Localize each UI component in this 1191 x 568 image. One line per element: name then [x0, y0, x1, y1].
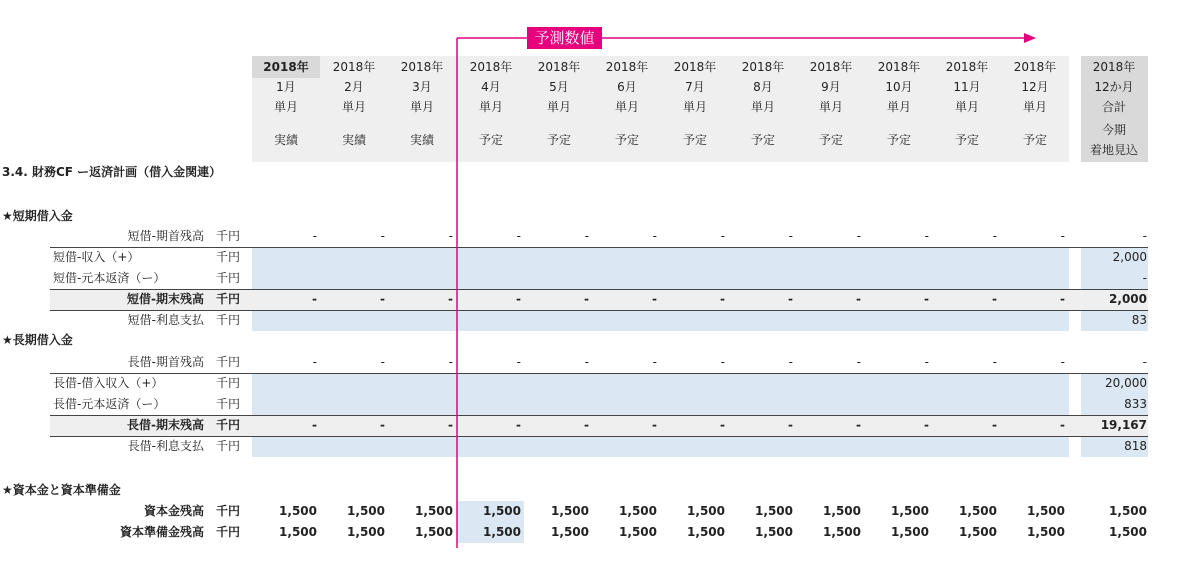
cell-value: - [312, 355, 317, 369]
group-long-term: ★長期借入金 [2, 333, 73, 347]
cell-value: - [924, 292, 929, 306]
cell-value: - [584, 229, 589, 243]
header-status: 予定 [954, 133, 979, 147]
header-year: 2018年 [332, 60, 376, 74]
header-year: 2018年 [1013, 60, 1057, 74]
header-year: 2018年 [673, 60, 717, 74]
cell-value: 1,500 [347, 504, 385, 518]
cell-value: - [720, 292, 725, 306]
header-month: 5月 [549, 80, 569, 94]
header-period: 単月 [478, 100, 503, 114]
cell-value: 1,500 [551, 504, 589, 518]
cell-total: 2,000 [1109, 292, 1147, 306]
cell-value: - [1060, 229, 1065, 243]
cell-value: - [448, 229, 453, 243]
cell-total: 19,167 [1100, 418, 1147, 432]
cell-value: - [584, 418, 589, 432]
header-status: 予定 [682, 133, 707, 147]
header-month: 3月 [412, 80, 432, 94]
cell-value: - [652, 355, 657, 369]
row-unit: 千円 [216, 525, 241, 539]
group-short-term: ★短期借入金 [2, 209, 73, 223]
total-header-status-line2: 着地見込 [1089, 143, 1138, 157]
cell-value: 1,500 [891, 504, 929, 518]
cell-value: - [448, 355, 453, 369]
header-month: 6月 [617, 80, 637, 94]
header-year: 2018年 [945, 60, 989, 74]
header-month: 9月 [821, 80, 841, 94]
header-period: 単月 [954, 100, 979, 114]
section-title: 3.4. 財務CF ー返済計画（借入金関連） [2, 165, 222, 179]
cell-value: 1,500 [415, 525, 453, 539]
cell-value: - [652, 229, 657, 243]
header-period: 単月 [546, 100, 571, 114]
row-label: 短借-利息支払 [127, 313, 204, 327]
header-period: 単月 [409, 100, 434, 114]
row-label: 短借-収入（+） [53, 250, 140, 264]
cell-value: - [924, 229, 929, 243]
cell-value: - [720, 355, 725, 369]
cell-value: 1,500 [619, 525, 657, 539]
input-band [252, 394, 1069, 415]
cell-value: - [584, 355, 589, 369]
header-year: 2018年 [877, 60, 921, 74]
header-month: 4月 [481, 80, 501, 94]
header-month: 12月 [1021, 80, 1049, 94]
header-month: 2月 [344, 80, 364, 94]
cell-value: - [720, 418, 725, 432]
header-period: 単月 [1022, 100, 1047, 114]
header-status: 予定 [886, 133, 911, 147]
header-month: 7月 [685, 80, 705, 94]
input-band [252, 436, 1069, 457]
cell-total: 83 [1131, 313, 1147, 327]
cell-value: - [516, 229, 521, 243]
header-period: 単月 [818, 100, 843, 114]
cell-value: 1,500 [347, 525, 385, 539]
row-label: 短借-期末残高 [127, 292, 204, 306]
cell-total: 1,500 [1109, 504, 1147, 518]
row-unit: 千円 [216, 504, 241, 518]
row-unit: 千円 [216, 292, 241, 306]
cell-value[interactable]: 1,500 [483, 504, 521, 518]
row-label: 長借-元本返済（ー） [53, 397, 166, 411]
cell-total: - [1142, 271, 1147, 285]
cell-value: - [924, 418, 929, 432]
cell-value: - [992, 418, 997, 432]
total-header-year: 2018年 [1092, 60, 1136, 74]
cell-value: 1,500 [823, 504, 861, 518]
row-label: 短借-期首残高 [127, 229, 204, 243]
cell-value: - [380, 292, 385, 306]
cell-total: - [1142, 229, 1147, 243]
total-header-month: 12か月 [1094, 80, 1134, 94]
cell-value: 1,500 [823, 525, 861, 539]
header-period: 単月 [682, 100, 707, 114]
cell-value: - [380, 418, 385, 432]
cell-value: - [992, 229, 997, 243]
forecast-arrow-head [1024, 33, 1036, 43]
group-capital: ★資本金と資本準備金 [2, 483, 121, 497]
header-period: 単月 [886, 100, 911, 114]
header-month: 10月 [885, 80, 913, 94]
row-label: 長借-借入収入（+） [53, 376, 164, 390]
cell-value: - [380, 229, 385, 243]
header-month: 1月 [276, 80, 296, 94]
cell-value: - [516, 418, 521, 432]
total-header-period: 合計 [1101, 100, 1126, 114]
cell-value: 1,500 [755, 525, 793, 539]
cell-value: - [380, 355, 385, 369]
header-year: 2018年 [469, 60, 513, 74]
header-status: 予定 [478, 133, 503, 147]
cell-total: - [1142, 355, 1147, 369]
header-status: 予定 [750, 133, 775, 147]
cell-value: 1,500 [755, 504, 793, 518]
cell-value: 1,500 [279, 525, 317, 539]
row-separator [50, 436, 1148, 437]
header-month: 8月 [753, 80, 773, 94]
cell-value: 1,500 [551, 525, 589, 539]
row-unit: 千円 [216, 250, 241, 264]
cell-value: 1,500 [687, 504, 725, 518]
header-year: 2018年 [537, 60, 581, 74]
header-status: 実績 [341, 133, 366, 147]
cell-value: 1,500 [687, 525, 725, 539]
cell-value: - [788, 355, 793, 369]
row-unit: 千円 [216, 439, 241, 453]
cell-value: 1,500 [415, 504, 453, 518]
header-status: 実績 [273, 133, 298, 147]
row-separator [50, 310, 1148, 311]
header-year: 2018年 [263, 60, 309, 74]
header-year: 2018年 [605, 60, 649, 74]
header-status: 予定 [614, 133, 639, 147]
cell-value: - [924, 355, 929, 369]
cell-value: 1,500 [279, 504, 317, 518]
header-year: 2018年 [741, 60, 785, 74]
row-unit: 千円 [216, 229, 241, 243]
cell-value: - [1060, 355, 1065, 369]
cell-value: 1,500 [619, 504, 657, 518]
cell-value: - [652, 292, 657, 306]
cell-value: - [788, 292, 793, 306]
cell-total: 1,500 [1109, 525, 1147, 539]
cell-value: - [856, 418, 861, 432]
cell-value: - [1060, 292, 1065, 306]
cell-value: - [788, 418, 793, 432]
row-unit: 千円 [216, 418, 241, 432]
input-band [252, 373, 1069, 394]
header-period: 単月 [750, 100, 775, 114]
forecast-label: 予測数値 [527, 27, 602, 49]
header-status: 予定 [1022, 133, 1047, 147]
header-period: 単月 [614, 100, 639, 114]
cell-total: 20,000 [1105, 376, 1147, 390]
cell-value: - [788, 229, 793, 243]
header-period: 単月 [341, 100, 366, 114]
cell-value: 1,500 [1027, 504, 1065, 518]
cell-total: 818 [1124, 439, 1147, 453]
row-label: 資本金残高 [143, 504, 204, 518]
cell-value: - [516, 355, 521, 369]
header-period: 単月 [273, 100, 298, 114]
cell-value: - [312, 292, 317, 306]
cell-value: - [992, 355, 997, 369]
cell-total: 833 [1124, 397, 1147, 411]
header-year: 2018年 [809, 60, 853, 74]
cell-value: - [448, 292, 453, 306]
header-status: 予定 [818, 133, 843, 147]
cell-value: - [312, 418, 317, 432]
total-header-status-line1: 今期 [1101, 123, 1126, 137]
row-unit: 千円 [216, 397, 241, 411]
input-band [252, 247, 1069, 268]
row-unit: 千円 [216, 355, 241, 369]
cell-value: 1,500 [891, 525, 929, 539]
cell-value: 1,500 [959, 504, 997, 518]
row-label: 長借-期首残高 [127, 355, 204, 369]
cell-value: - [312, 229, 317, 243]
cell-value: - [448, 418, 453, 432]
row-separator [50, 373, 1148, 374]
cell-value: 1,500 [959, 525, 997, 539]
cell-value[interactable]: 1,500 [483, 525, 521, 539]
header-status: 予定 [546, 133, 571, 147]
cell-value: - [856, 292, 861, 306]
cell-value: 1,500 [1027, 525, 1065, 539]
cell-value: - [856, 229, 861, 243]
row-label: 長借-利息支払 [127, 439, 204, 453]
cell-value: - [992, 292, 997, 306]
header-status: 実績 [409, 133, 434, 147]
cell-value: - [1060, 418, 1065, 432]
row-separator [50, 247, 1148, 248]
cell-value: - [720, 229, 725, 243]
row-unit: 千円 [216, 313, 241, 327]
cell-total: 2,000 [1112, 250, 1147, 264]
row-unit: 千円 [216, 376, 241, 390]
cell-value: - [652, 418, 657, 432]
cell-value: - [584, 292, 589, 306]
row-label: 短借-元本返済（ー） [53, 271, 166, 285]
header-month: 11月 [953, 80, 981, 94]
row-label: 長借-期末残高 [127, 418, 204, 432]
cell-value: - [516, 292, 521, 306]
header-year: 2018年 [400, 60, 444, 74]
input-band [252, 268, 1069, 289]
input-band [252, 310, 1069, 331]
row-unit: 千円 [216, 271, 241, 285]
cell-value: - [856, 355, 861, 369]
row-label: 資本準備金残高 [119, 525, 204, 539]
